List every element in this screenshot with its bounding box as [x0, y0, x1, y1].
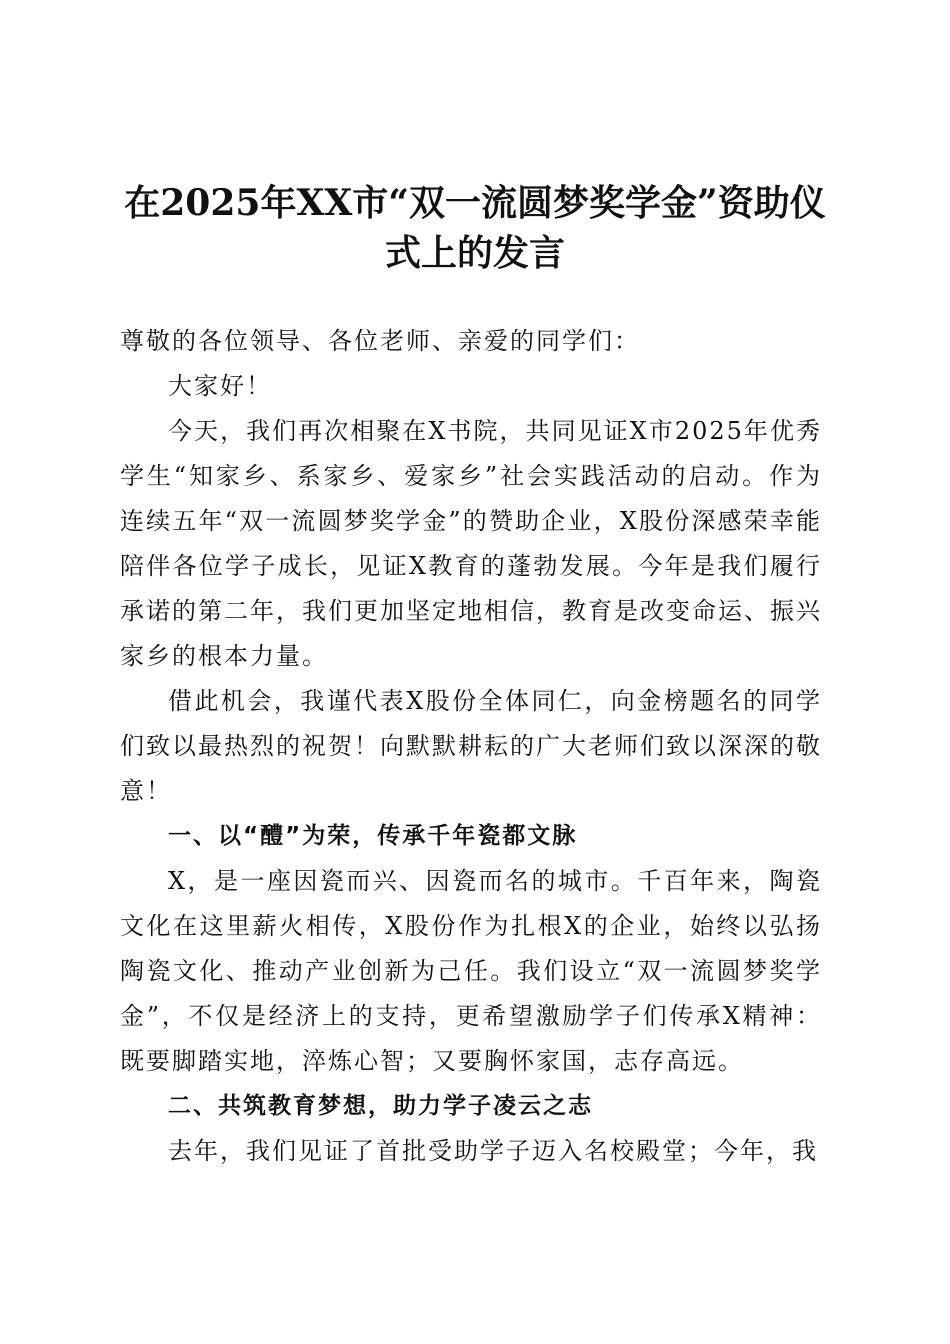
document-title: 在2025年XX市“双一流圆梦奖学金”资助仪式上的发言	[124, 182, 826, 274]
section-heading-1: 一、以“醴”为荣，传承千年瓷都文脉	[168, 823, 578, 849]
salutation: 尊敬的各位领导、各位老师、亲爱的同学们：	[120, 327, 640, 355]
body-paragraph-1: 今天，我们再次相聚在X书院，共同见证X市2025年优秀学生“知家乡、系家乡、爱家乡”社会实践活动的启动。作为连续五年“双一流圆梦奖学金”的赞助企业，X股份深感荣幸能陪伴各位学子成长，见证X教育的蓬勃发展。今年是我们履行承诺的第二年，我们更加坚定地相信，教育是改变命运、振兴家乡的根本力量。	[120, 417, 822, 670]
greeting: 大家好！	[168, 372, 272, 400]
document-body	[120, 319, 822, 1174]
section-1-paragraph: X，是一座因瓷而兴、因瓷而名的城市。千百年来，陶瓷文化在这里薪火相传，X股份作为扎根X的企业，始终以弘扬陶瓷文化、推动产业创新为己任。我们设立“双一流圆梦奖学金”，不仅是经济上的支持，更希望激励学子们传承X精神：既要脚踏实地，淬炼心智；又要胸怀家国，志存高远。	[120, 867, 822, 1075]
section-2-paragraph: 去年，我们见证了首批受助学子迈入名校殿堂；今年，我	[168, 1137, 818, 1165]
section-heading-2: 二、共筑教育梦想，助力学子凌云之志	[168, 1093, 593, 1119]
body-paragraph-2: 借此机会，我谨代表X股份全体同仁，向金榜题名的同学们致以最热烈的祝贺！向默默耕耘的广大老师们致以深深的敬意！	[120, 687, 822, 805]
